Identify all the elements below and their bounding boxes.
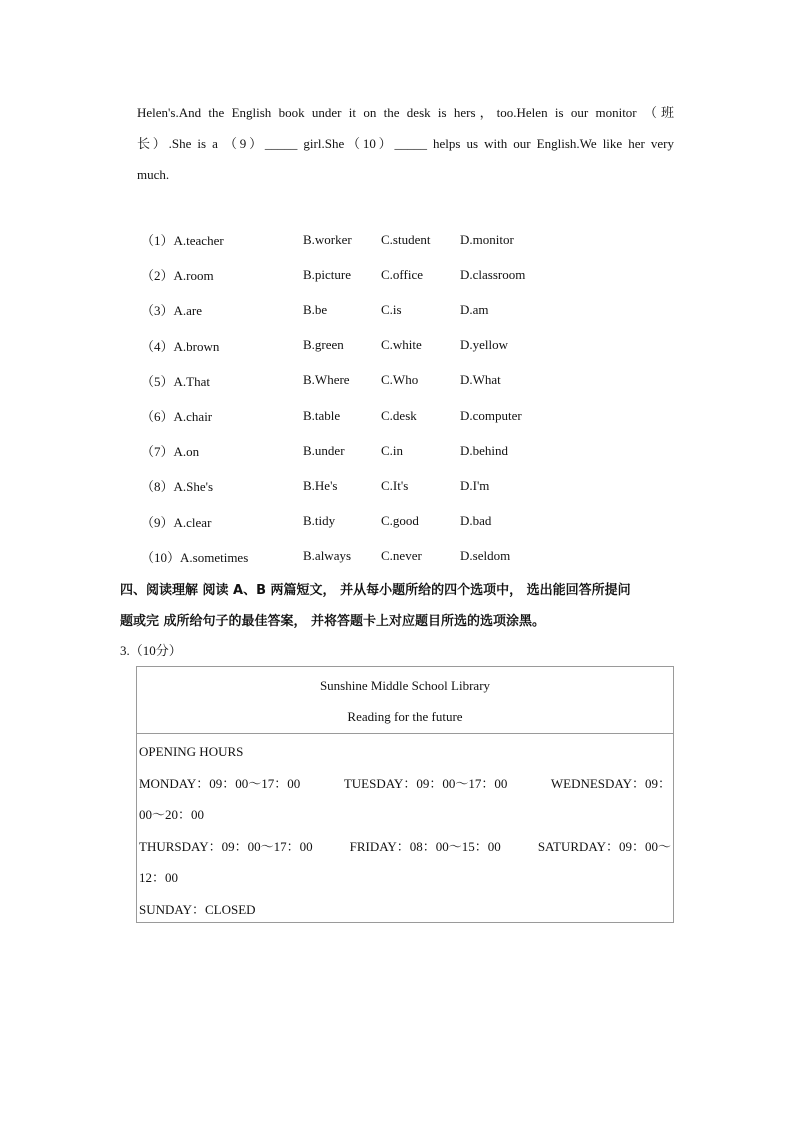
option-row	[141, 539, 561, 574]
option-d[interactable]: D.I'm	[460, 477, 490, 493]
option-a-text: A.are	[173, 303, 203, 319]
option-a[interactable]	[141, 336, 303, 355]
option-row	[141, 433, 561, 468]
option-number: （10）	[141, 549, 181, 565]
option-d[interactable]: D.bad	[460, 513, 492, 529]
option-number: （6）	[141, 409, 174, 425]
option-c[interactable]: C.student	[381, 231, 431, 247]
passage-line-3: much.	[137, 167, 170, 182]
answer-options	[141, 222, 561, 574]
option-d[interactable]: D.behind	[460, 442, 509, 458]
notice-subtitle: Reading for the future	[347, 709, 463, 724]
option-a-text: A.brown	[173, 338, 220, 354]
option-b[interactable]: B.He's	[303, 477, 338, 493]
sunday-hours: SUNDAY：CLOSED	[139, 901, 256, 917]
option-a-text: A.That	[173, 373, 210, 389]
friday-hours: FRIDAY：08：00～15：00	[349, 838, 501, 854]
saturday-hours: SATURDAY：09：00～	[537, 838, 671, 854]
option-a[interactable]	[141, 547, 303, 566]
option-number: （2）	[141, 268, 174, 284]
library-notice	[136, 666, 674, 923]
notice-title: Sunshine Middle School Library	[319, 678, 491, 693]
option-a-text: A.She's	[173, 479, 214, 495]
option-number: （7）	[141, 444, 174, 460]
option-b[interactable]: B.be	[303, 301, 328, 317]
option-b[interactable]: B.under	[303, 442, 345, 458]
schedule-line	[139, 768, 671, 800]
option-a[interactable]	[141, 441, 303, 460]
notice-header	[137, 667, 673, 734]
option-c[interactable]: C.never	[381, 548, 422, 564]
option-d[interactable]: D.monitor	[460, 231, 514, 247]
option-a[interactable]	[141, 230, 303, 249]
option-a-text: A.on	[173, 444, 200, 460]
option-row	[141, 328, 561, 363]
option-row	[141, 257, 561, 292]
opening-hours-label: OPENING HOURS	[139, 744, 244, 759]
option-c[interactable]: C.office	[381, 266, 423, 282]
option-b[interactable]: B.table	[303, 407, 341, 423]
option-a[interactable]	[141, 371, 303, 390]
option-row	[141, 222, 561, 257]
option-b[interactable]: B.always	[303, 548, 352, 564]
option-d[interactable]: D.classroom	[460, 266, 526, 282]
section-heading	[120, 575, 676, 637]
option-a-text: A.room	[173, 268, 214, 284]
option-a[interactable]	[141, 406, 303, 425]
option-number: （5）	[141, 373, 174, 389]
option-number: （8）	[141, 479, 174, 495]
option-c[interactable]: C.is	[381, 301, 402, 317]
option-b[interactable]: B.tidy	[303, 513, 336, 529]
option-a-text: A.clear	[173, 514, 212, 530]
option-number: （3）	[141, 303, 174, 319]
section-heading-line-2: 题或完 成所给句子的最佳答案， 并将答题卡上对应题目所选的选项涂黑。	[120, 614, 546, 629]
tuesday-hours: TUESDAY：09：00～17：00	[343, 775, 508, 791]
option-a[interactable]	[141, 512, 303, 531]
option-a-text: A.teacher	[173, 233, 224, 249]
option-b[interactable]: B.picture	[303, 266, 352, 282]
wednesday-hours: WEDNESDAY：09：	[550, 775, 671, 791]
wednesday-hours-cont: 00～20：00	[139, 807, 205, 822]
passage-line-1: Helen's.And the English book under it on the desk is hers，too.Helen is our monitor （班	[137, 105, 674, 120]
option-d[interactable]: D.What	[460, 372, 501, 388]
option-c[interactable]: C.in	[381, 442, 404, 458]
question-number: 3.（10分）	[120, 643, 182, 658]
option-a[interactable]	[141, 265, 303, 284]
reading-passage	[137, 97, 674, 190]
option-row	[141, 363, 561, 398]
passage-line-2: 长）.She is a （9）_____ girl.She（10）_____ helps us with our English.We like her very	[137, 136, 674, 151]
option-c[interactable]: C.It's	[381, 477, 409, 493]
option-d[interactable]: D.yellow	[460, 337, 509, 353]
option-b[interactable]: B.worker	[303, 231, 352, 247]
saturday-hours-cont: 12：00	[139, 870, 179, 885]
option-row	[141, 398, 561, 433]
option-a[interactable]	[141, 476, 303, 495]
schedule-line	[139, 831, 671, 863]
option-d[interactable]: D.seldom	[460, 548, 511, 564]
monday-hours: MONDAY：09：00～17：00	[139, 775, 301, 791]
option-row	[141, 504, 561, 539]
option-number: （4）	[141, 338, 174, 354]
section-heading-line-1: 四、阅读理解 阅读 A、B 两篇短文， 并从每小题所给的四个选项中， 选出能回答所提问	[120, 583, 631, 598]
option-d[interactable]: D.computer	[460, 407, 522, 423]
option-row	[141, 292, 561, 327]
option-c[interactable]: C.white	[381, 337, 422, 353]
option-a[interactable]	[141, 300, 303, 319]
option-row	[141, 468, 561, 503]
notice-body	[137, 734, 673, 925]
option-a-text: A.sometimes	[180, 549, 249, 565]
option-number: （1）	[141, 233, 174, 249]
option-d[interactable]: D.am	[460, 301, 489, 317]
option-c[interactable]: C.Who	[381, 372, 419, 388]
option-c[interactable]: C.desk	[381, 407, 417, 423]
option-a-text: A.chair	[173, 409, 213, 425]
option-b[interactable]: B.green	[303, 337, 344, 353]
thursday-hours: THURSDAY：09：00～17：00	[139, 838, 313, 854]
option-c[interactable]: C.good	[381, 513, 419, 529]
option-number: （9）	[141, 514, 174, 530]
option-b[interactable]: B.Where	[303, 372, 350, 388]
